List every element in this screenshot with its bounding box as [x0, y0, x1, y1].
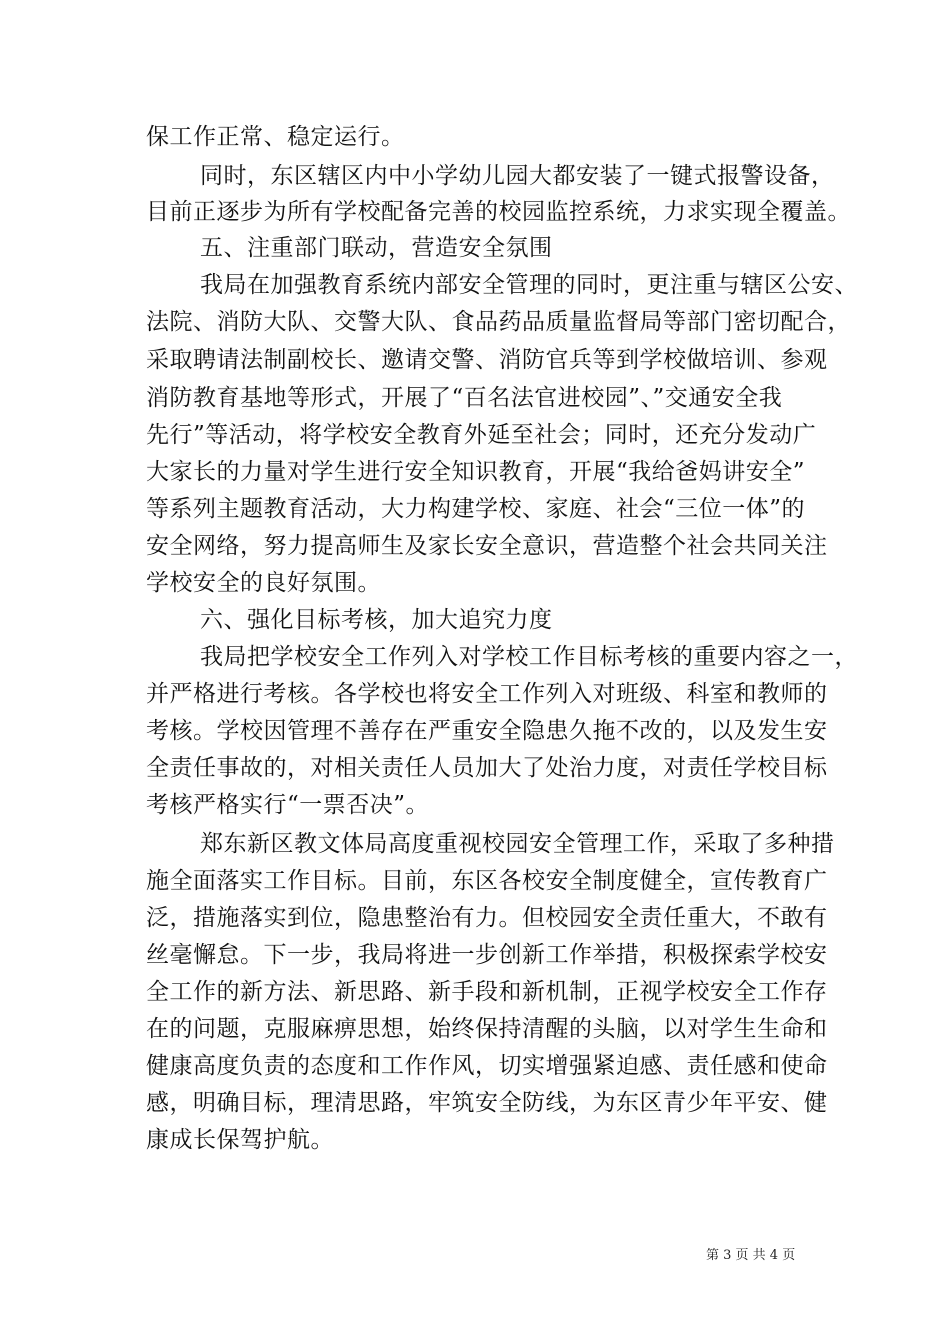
- text-line: 采取聘请法制副校长、邀请交警、消防官兵等到学校做培训、参观: [146, 347, 828, 373]
- text-line: 泛，措施落实到位，隐患整治有力。但校园安全责任重大，不敢有: [146, 905, 828, 931]
- text-line: 法院、消防大队、交警大队、食品药品质量监督局等部门密切配合，: [146, 309, 851, 335]
- text-line: 健康高度负责的态度和工作作风，切实增强紧迫感、责任感和使命: [146, 1053, 828, 1079]
- text-line: 目前正逐步为所有学校配备完善的校园监控系统，力求实现全覆盖。: [146, 199, 851, 225]
- text-line: 大家长的力量对学生进行安全知识教育，开展“我给爸妈讲安全”: [146, 459, 806, 485]
- text-line: 施全面落实工作目标。目前，东区各校安全制度健全，宣传教育广: [146, 868, 828, 894]
- text-line: 等系列主题教育活动，大力构建学校、家庭、社会“三位一体”的: [146, 496, 806, 522]
- text-line: 我局在加强教育系统内部安全管理的同时，更注重与辖区公安、: [200, 272, 858, 298]
- text-line: 保工作正常、稳定运行。: [146, 124, 405, 150]
- text-line: 消防教育基地等形式，开展了“百名法官进校园”、”交通安全我: [146, 385, 783, 411]
- text-line: 郑东新区教文体局高度重视校园安全管理工作，采取了多种措: [200, 831, 835, 857]
- text-line: 我局把学校安全工作列入对学校工作目标考核的重要内容之一，: [200, 644, 858, 670]
- text-line: 康成长保驾护航。: [146, 1127, 334, 1153]
- text-line: 考核严格实行“一票否决”。: [146, 792, 430, 818]
- page-number: 第 3 页 共 4 页: [706, 1248, 796, 1263]
- text-line: 考核。学校因管理不善存在严重安全隐患久拖不改的，以及发生安: [146, 718, 828, 744]
- section-heading: 六、强化目标考核，加大追究力度: [200, 607, 553, 633]
- text-line: 丝毫懈怠。下一步，我局将进一步创新工作举措，积极探索学校安: [146, 942, 828, 968]
- text-line: 安全网络，努力提高师生及家长安全意识，营造整个社会共同关注: [146, 533, 828, 559]
- section-heading: 五、注重部门联动，营造安全氛围: [200, 235, 553, 261]
- text-line: 先行”等活动，将学校安全教育外延至社会；同时，还充分发动广: [146, 422, 817, 448]
- text-line: 全工作的新方法、新思路、新手段和新机制，正视学校安全工作存: [146, 979, 828, 1005]
- text-line: 同时，东区辖区内中小学幼儿园大都安装了一键式报警设备，: [200, 163, 835, 189]
- text-line: 感，明确目标，理清思路，牢筑安全防线，为东区青少年平安、健: [146, 1090, 828, 1116]
- text-line: 学校安全的良好氛围。: [146, 570, 381, 596]
- text-line: 在的问题，克服麻痹思想，始终保持清醒的头脑，以对学生生命和: [146, 1016, 828, 1042]
- text-line: 并严格进行考核。各学校也将安全工作列入对班级、科室和教师的: [146, 681, 828, 707]
- text-line: 全责任事故的，对相关责任人员加大了处治力度，对责任学校目标: [146, 755, 828, 781]
